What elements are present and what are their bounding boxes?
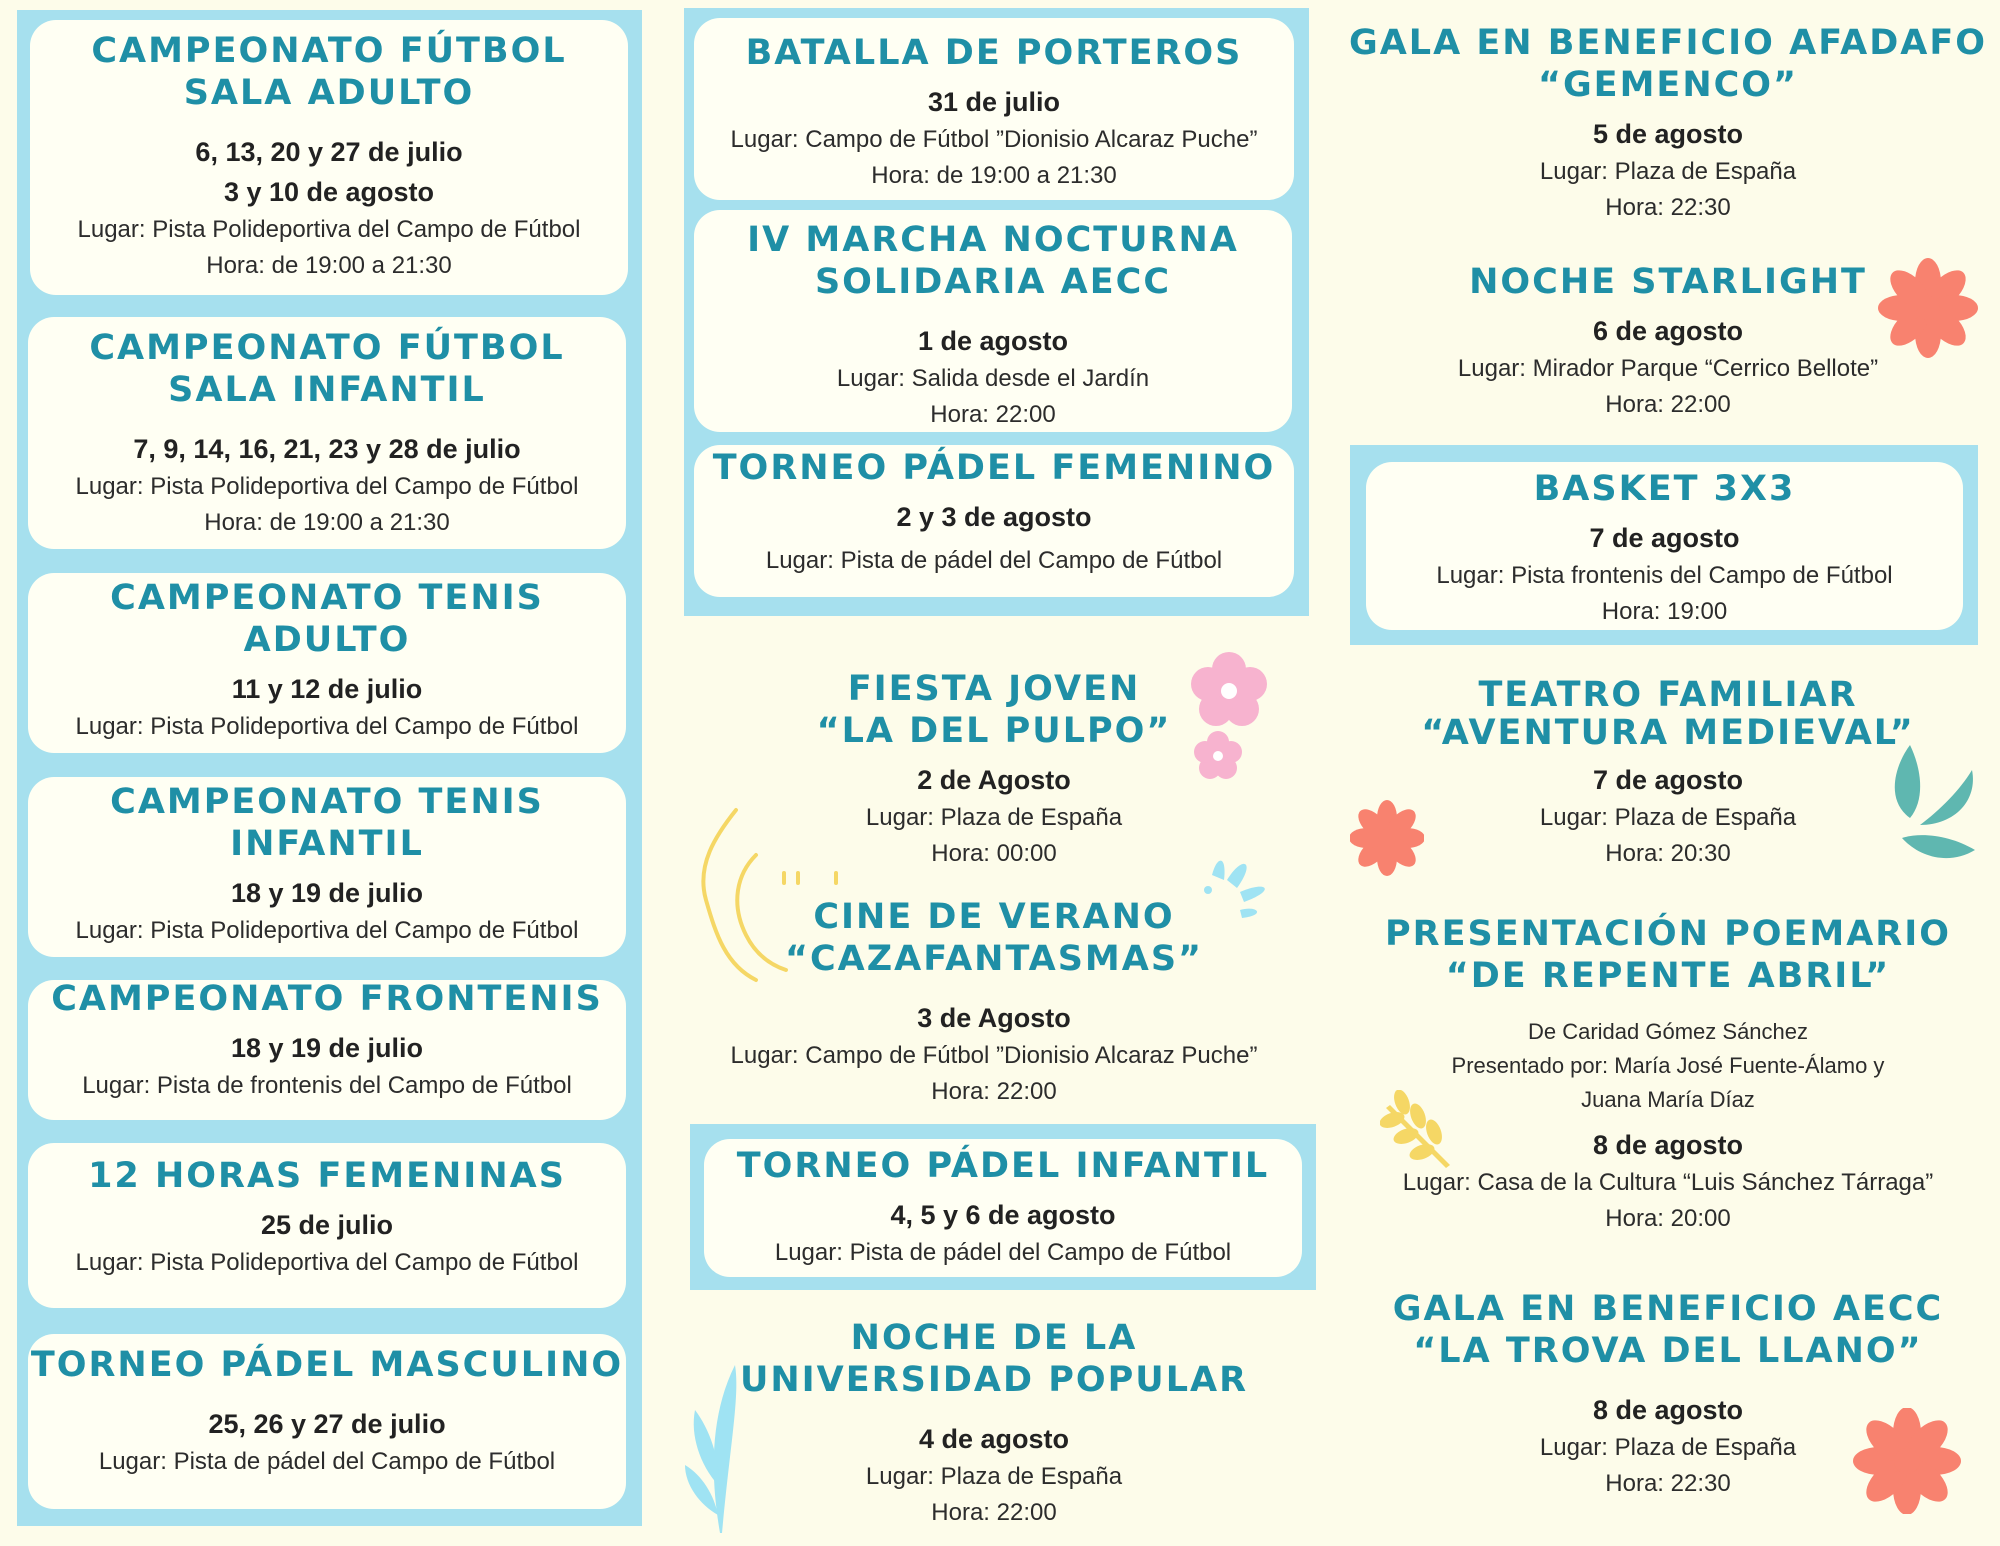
event-title: GALA EN BENEFICIO AFADAFO “GEMENCO” [1348, 23, 1987, 105]
plant-icon [680, 1355, 750, 1535]
event-futbol-sala-infantil [28, 327, 626, 541]
event-date: 18 y 19 de julio [230, 1033, 424, 1063]
event-date: 3 y 10 de agosto [223, 177, 435, 207]
event-place: Lugar: Pista de pádel del Campo de Fútbol [774, 1239, 1232, 1266]
event-title: CAMPEONATO TENIS INFANTIL [110, 782, 544, 864]
event-tenis-adulto [28, 577, 626, 745]
event-place: Lugar: Pista Polideportiva del Campo de Fútbol [75, 917, 579, 944]
event-date: 5 de agosto [1592, 119, 1744, 149]
event-date: 2 de Agosto [917, 765, 1071, 795]
event-title: CINE DE VERANO “CAZAFANTASMAS” [784, 897, 1204, 979]
event-date: 3 de Agosto [917, 1003, 1071, 1033]
event-date: 8 de agosto [1592, 1130, 1744, 1160]
event-title: GALA EN BENEFICIO AECC “LA TROVA DEL LLANO” [1392, 1289, 1944, 1371]
event-date: 4, 5 y 6 de agosto [890, 1200, 1116, 1230]
event-poemario [1345, 913, 1991, 1237]
event-time: Hora: de 19:00 a 21:30 [871, 162, 1117, 189]
event-card-futbol-sala-adulto [30, 20, 628, 295]
event-time: Hora: 22:00 [931, 1499, 1057, 1526]
squiggle-icon [676, 805, 876, 985]
event-date: 6, 13, 20 y 27 de julio [195, 137, 463, 167]
event-date: 2 y 3 de agosto [896, 502, 1092, 532]
event-time: Hora: 20:30 [1605, 840, 1731, 867]
event-card-futbol-sala-infantil [28, 317, 626, 549]
event-card-batalla-porteros [694, 18, 1294, 200]
event-title: PRESENTACIÓN POEMARIO “DE REPENTE ABRIL” [1384, 914, 1952, 996]
event-place: Lugar: Pista de pádel del Campo de Fútbol [98, 1448, 556, 1475]
event-title: CAMPEONATO FÚTBOL SALA ADULTO [91, 31, 567, 113]
pink-flower-icon [1190, 728, 1246, 784]
event-title: BASKET 3X3 [1533, 469, 1796, 509]
event-presenters: Juana María Díaz [1581, 1087, 1755, 1112]
event-place: Lugar: Casa de la Cultura “Luis Sánchez Tárraga” [1402, 1169, 1934, 1196]
splash-icon [1202, 850, 1282, 930]
flower-icon [1878, 258, 1978, 358]
event-title: TORNEO PÁDEL MASCULINO [30, 1345, 624, 1385]
event-padel-infantil [704, 1145, 1302, 1271]
event-date: 25 de julio [260, 1210, 394, 1240]
event-title: TORNEO PÁDEL INFANTIL [736, 1146, 1270, 1186]
event-card-padel-masculino [28, 1334, 626, 1509]
event-date: 7 de agosto [1589, 523, 1740, 553]
event-presenters: Presentado por: María José Fuente-Álamo y [1451, 1053, 1885, 1078]
flower-icon [1350, 798, 1424, 878]
event-card-tenis-infantil [28, 777, 626, 957]
event-place: Lugar: Plaza de España [865, 804, 1123, 831]
event-place: Lugar: Pista Polideportiva del Campo de Fútbol [77, 216, 581, 243]
event-card-12-horas [28, 1143, 626, 1308]
leaf-icon [1880, 740, 1980, 870]
event-card-frontenis [28, 980, 626, 1120]
event-date: 18 y 19 de julio [230, 878, 424, 908]
event-place: Lugar: Salida desde el Jardín [836, 365, 1150, 392]
event-title: TEATRO FAMILIAR “AVENTURA MEDIEVAL” [1421, 675, 1915, 753]
event-place: Lugar: Plaza de España [1539, 804, 1797, 831]
event-frontenis [28, 978, 626, 1104]
event-time: Hora: 22:30 [1605, 194, 1731, 221]
event-card-marcha-nocturna [694, 210, 1292, 432]
event-padel-masculino [28, 1344, 626, 1480]
event-card-basket [1366, 462, 1963, 630]
event-author: De Caridad Gómez Sánchez [1527, 1019, 1809, 1044]
event-place: Lugar: Pista frontenis del Campo de Fútbol [1436, 562, 1893, 589]
event-card-padel-femenino [694, 445, 1294, 597]
event-futbol-sala-adulto [30, 30, 628, 284]
event-date: 31 de julio [927, 87, 1061, 117]
event-time: Hora: 22:00 [931, 1078, 1057, 1105]
event-time: Hora: 00:00 [931, 840, 1057, 867]
event-place: Lugar: Pista de pádel del Campo de Fútbol [765, 547, 1223, 574]
event-batalla-porteros [694, 32, 1294, 194]
event-title: NOCHE STARLIGHT [1469, 262, 1867, 302]
yellow-leaf-icon [1380, 1090, 1460, 1170]
event-date: 8 de agosto [1592, 1395, 1744, 1425]
event-time: Hora: 22:30 [1605, 1470, 1731, 1497]
event-title: TORNEO PÁDEL FEMENINO [712, 448, 1276, 488]
event-date: 6 de agosto [1592, 316, 1744, 346]
event-place: Lugar: Mirador Parque “Cerrico Bellote” [1457, 355, 1879, 382]
event-date: 11 y 12 de julio [231, 674, 423, 704]
event-place: Lugar: Campo de Fútbol ”Dionisio Alcaraz Puche” [730, 126, 1258, 153]
event-padel-femenino [694, 447, 1294, 579]
event-title: CAMPEONATO TENIS ADULTO [110, 578, 544, 660]
event-place: Lugar: Plaza de España [1539, 1434, 1797, 1461]
event-place: Lugar: Pista Polideportiva del Campo de Fútbol [75, 473, 579, 500]
event-time: Hora: de 19:00 a 21:30 [206, 252, 452, 279]
event-date: 7, 9, 14, 16, 21, 23 y 28 de julio [133, 434, 521, 464]
event-title: IV MARCHA NOCTURNA SOLIDARIA AECC [747, 220, 1239, 302]
flower-icon [1852, 1408, 1962, 1514]
event-place: Lugar: Campo de Fútbol ”Dionisio Alcaraz Puche” [730, 1042, 1258, 1069]
event-date: 7 de agosto [1592, 765, 1744, 795]
event-time: Hora: 22:00 [930, 401, 1056, 428]
event-12-horas [28, 1155, 626, 1281]
event-date: 25, 26 y 27 de julio [208, 1409, 446, 1439]
event-title: NOCHE DE LA UNIVERSIDAD POPULAR [739, 1318, 1249, 1400]
event-place: Lugar: Pista Polideportiva del Campo de Fútbol [75, 713, 579, 740]
event-gala-afadafo [1345, 22, 1991, 226]
event-time: Hora: de 19:00 a 21:30 [204, 509, 450, 536]
event-date: 4 de agosto [918, 1424, 1070, 1454]
event-tenis-infantil [28, 781, 626, 949]
event-marcha-nocturna [694, 219, 1292, 433]
event-card-padel-infantil [704, 1139, 1302, 1277]
event-universidad-popular [694, 1317, 1294, 1531]
event-place: Lugar: Plaza de España [865, 1463, 1123, 1490]
event-time: Hora: 22:00 [1605, 391, 1731, 418]
event-basket [1366, 468, 1963, 630]
event-title: CAMPEONATO FÚTBOL SALA INFANTIL [89, 328, 565, 410]
event-place: Lugar: Plaza de España [1539, 158, 1797, 185]
event-title: BATALLA DE PORTEROS [745, 33, 1243, 73]
event-time: Hora: 19:00 [1601, 598, 1728, 625]
event-card-tenis-adulto [28, 573, 626, 753]
event-time: Hora: 20:00 [1605, 1205, 1731, 1232]
event-title: FIESTA JOVEN “LA DEL PULPO” [816, 669, 1172, 751]
event-place: Lugar: Pista Polideportiva del Campo de Fútbol [75, 1249, 579, 1276]
event-place: Lugar: Pista de frontenis del Campo de Fútbol [82, 1072, 572, 1099]
event-date: 1 de agosto [917, 326, 1069, 356]
event-title: 12 HORAS FEMENINAS [88, 1156, 566, 1196]
pink-flower-icon [1186, 648, 1272, 734]
event-title: CAMPEONATO FRONTENIS [51, 979, 603, 1019]
